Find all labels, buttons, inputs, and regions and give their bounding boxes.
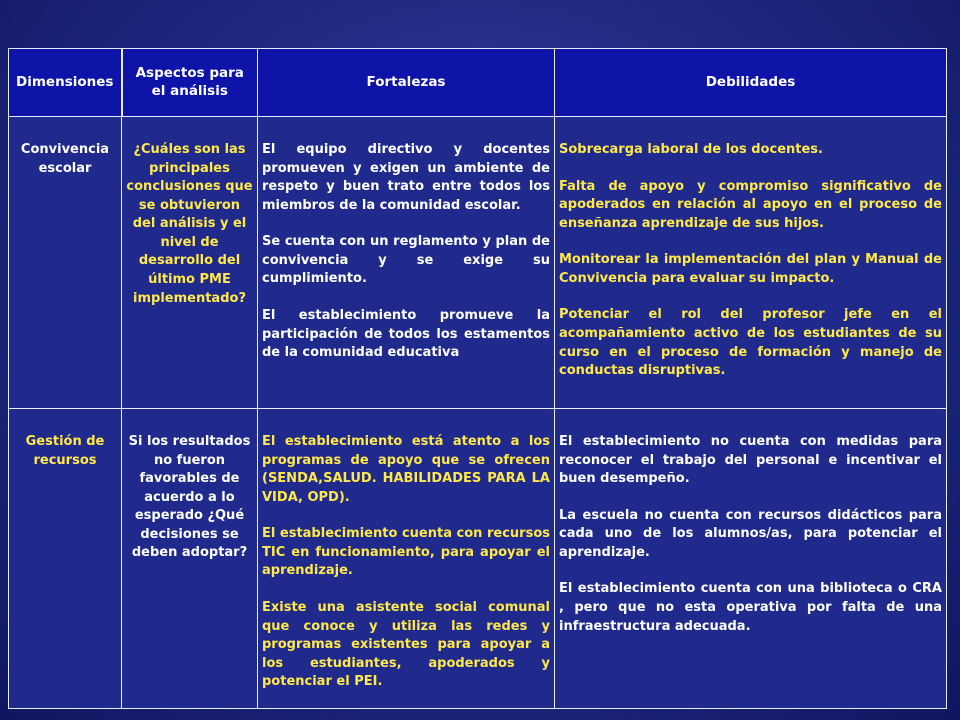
header-fortalezas: Fortalezas xyxy=(258,49,555,117)
debilidad-item: El establecimiento no cuenta con medidas para reconocer el trabajo del personal e incentivar el buen desempeño. xyxy=(559,434,942,487)
aspect-cell: Si los resultados no fueron favorables de acuerdo a lo esperado ¿Qué decisiones se deben adoptar? xyxy=(122,409,258,709)
debilidades-cell xyxy=(555,117,947,409)
fortaleza-item: Se cuenta con un reglamento y plan de convivencia y se exige su cumplimiento. xyxy=(262,234,550,287)
fortaleza-item: Existe una asistente social comunal que conoce y utiliza las redes y programas existentes para apoyar a los estudiantes, apoderados y potenciar el PEI. xyxy=(262,600,550,690)
table-header-row xyxy=(9,49,947,117)
debilidad-item: Monitorear la implementación del plan y Manual de Convivencia para evaluar su impacto. xyxy=(559,252,942,286)
dimension-cell: Gestión de recursos xyxy=(9,409,122,709)
debilidad-item: La escuela no cuenta con recursos didácticos para cada uno de los alumnos/as, para potenciar el aprendizaje. xyxy=(559,507,942,560)
aspect-cell: ¿Cuáles son las principales conclusiones que se obtuvieron del análisis y el nivel de desarrollo del último PME implementado? xyxy=(122,117,258,409)
analysis-table xyxy=(8,48,947,709)
table-row xyxy=(9,117,947,409)
debilidad-item: El establecimiento cuenta con una biblioteca o CRA , pero que no esta operativa por falta de una infraestructura adecuada. xyxy=(559,581,942,634)
debilidades-cell xyxy=(555,409,947,709)
fortaleza-item: El establecimiento está atento a los programas de apoyo que se ofrecen (SENDA,SALUD. HABILIDADES PARA LA VIDA, OPD). xyxy=(262,434,550,505)
dimension-cell: Convivencia escolar xyxy=(9,117,122,409)
debilidad-item: Falta de apoyo y compromiso significativo de apoderados en relación al apoyo en el proceso de enseñanza aprendizaje de sus hijos. xyxy=(559,178,942,231)
fortaleza-item: El establecimiento promueve la participación de todos los estamentos de la comunidad educativa xyxy=(262,308,550,361)
fortalezas-cell xyxy=(258,409,555,709)
header-debilidades: Debilidades xyxy=(555,49,947,117)
fortaleza-item: El establecimiento cuenta con recursos TIC en funcionamiento, para apoyar el aprendizaje. xyxy=(262,526,550,579)
debilidad-item: Sobrecarga laboral de los docentes. xyxy=(559,142,823,157)
table-row xyxy=(9,409,947,709)
fortalezas-cell xyxy=(258,117,555,409)
header-dimensiones: Dimensiones xyxy=(9,49,122,117)
debilidad-item: Potenciar el rol del profesor jefe en el acompañamiento activo de los estudiantes de su curso en el proceso de formación y manejo de conductas disruptivas. xyxy=(559,307,942,379)
header-aspectos: Aspectos para el análisis xyxy=(122,49,258,117)
fortaleza-item: El equipo directivo y docentes promueven y exigen un ambiente de respeto y buen trato entre todos los miembros de la comunidad escolar. xyxy=(262,142,550,213)
